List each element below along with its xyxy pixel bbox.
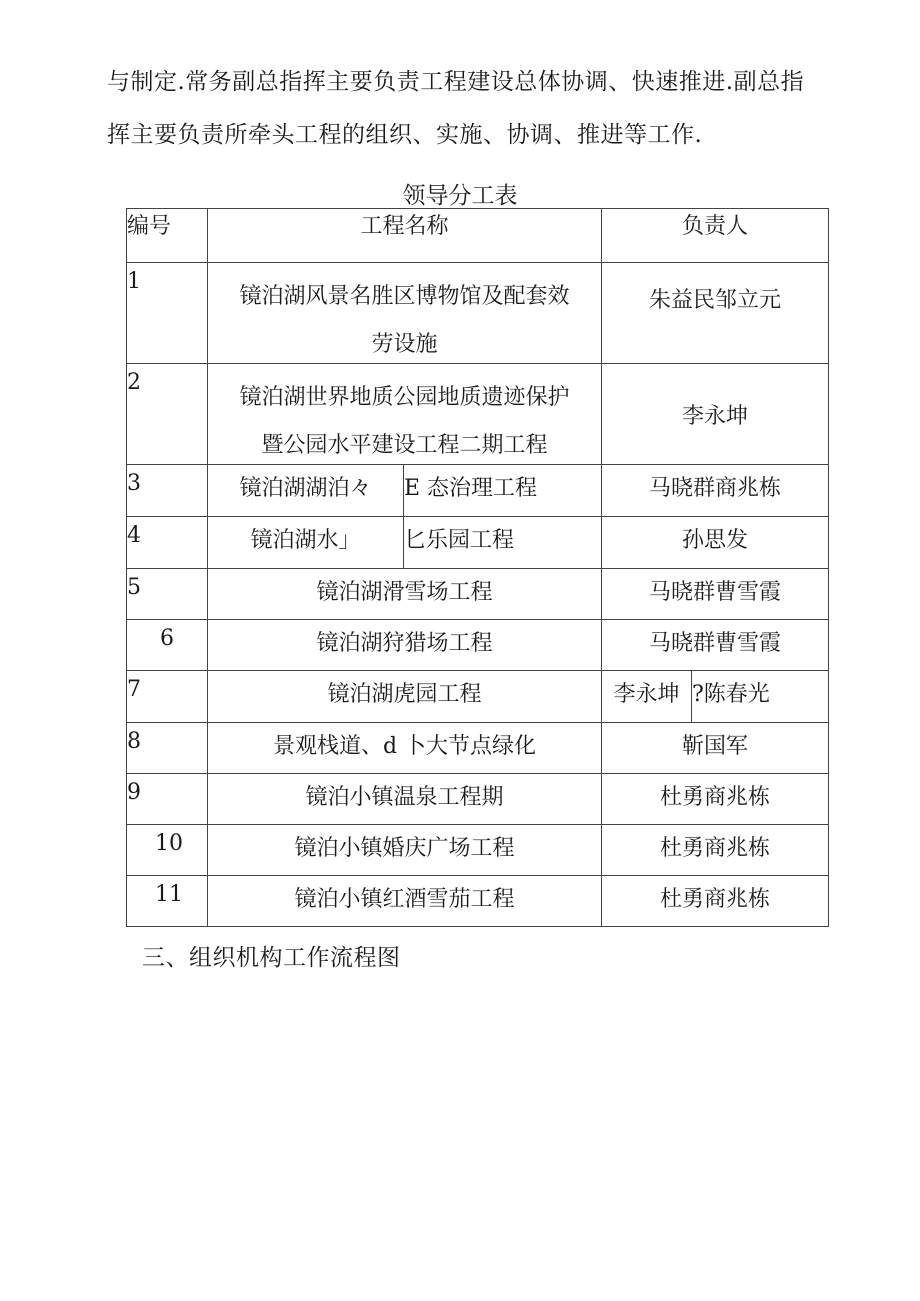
row-project-name <box>208 364 602 465</box>
table-row <box>127 825 829 876</box>
table-row <box>127 723 829 774</box>
table-row <box>127 517 829 569</box>
row-number: 5 <box>127 569 208 620</box>
table-row <box>127 876 829 927</box>
row-number: 6 <box>127 620 208 671</box>
table-caption: 领导分工表 <box>402 183 518 209</box>
owner-part-left: 李永坤 <box>602 671 692 722</box>
section-heading: 三、组织机构工作流程图 <box>142 945 401 971</box>
table-row <box>127 569 829 620</box>
paragraph-line-1: 与制定.常务副总指挥主要负责工程建设总体协调、快速推进.副总指 <box>107 69 805 95</box>
row-owner: 马晓群曹雪霞 <box>602 569 829 620</box>
row-project-name: 镜泊湖狩猎场工程 <box>208 620 602 671</box>
row-project-name: 镜泊小镇红酒雪茄工程 <box>208 876 602 927</box>
project-name-line: 暨公园水平建设工程二期工程 <box>261 433 548 458</box>
project-name-part-right: E 态治理工程 <box>404 476 538 501</box>
table-row <box>127 364 829 465</box>
row-number: 8 <box>127 723 208 774</box>
row-project-name: 镜泊小镇温泉工程期 <box>208 774 602 825</box>
row-number: 10 <box>127 825 208 876</box>
table-row <box>127 620 829 671</box>
row-project-name <box>208 263 602 364</box>
project-name-line: 镜泊湖风景名胜区博物馆及配套效 <box>239 284 570 309</box>
row-number: 3 <box>127 465 208 517</box>
row-owner: 杜勇商兆栋 <box>602 825 829 876</box>
project-name-part-right: 匕乐园工程 <box>404 528 515 553</box>
project-name-part-left: 镜泊湖水」 <box>208 517 404 568</box>
row-owner: 李永坤 <box>602 364 829 465</box>
row-number: 7 <box>127 671 208 723</box>
row-owner: 马晓群曹雪霞 <box>602 620 829 671</box>
row-number: 1 <box>127 263 208 364</box>
paragraph-line-2: 挥主要负责所牵头工程的组织、实施、协调、推进等工作. <box>107 122 703 148</box>
row-project-name <box>208 517 602 569</box>
table-header-row <box>127 209 829 263</box>
header-project-name: 工程名称 <box>208 209 602 263</box>
project-name-line: 劳设施 <box>371 332 438 357</box>
row-number: 4 <box>127 517 208 569</box>
row-owner: 孙思发 <box>602 517 829 569</box>
row-owner: 杜勇商兆栋 <box>602 774 829 825</box>
table-row <box>127 465 829 517</box>
row-project-name: 镜泊湖滑雪场工程 <box>208 569 602 620</box>
row-owner: 朱益民邹立元 <box>602 263 829 364</box>
table-row <box>127 774 829 825</box>
row-project-name <box>208 465 602 517</box>
row-owner: 马晓群商兆栋 <box>602 465 829 517</box>
row-project-name: 景观栈道、d 卜大节点绿化 <box>208 723 602 774</box>
row-project-name: 镜泊小镇婚庆广场工程 <box>208 825 602 876</box>
header-owner: 负责人 <box>602 209 829 263</box>
row-number: 11 <box>127 876 208 927</box>
row-project-name: 镜泊湖虎园工程 <box>208 671 602 723</box>
row-number: 2 <box>127 364 208 465</box>
owner-part-right: ?陈春光 <box>692 682 770 707</box>
table-row <box>127 263 829 364</box>
header-number: 编号 <box>127 209 208 263</box>
row-owner <box>602 671 829 723</box>
table-row <box>127 671 829 723</box>
leadership-table <box>126 208 829 927</box>
project-name-part-left: 镜泊湖湖泊々 <box>208 465 404 516</box>
project-name-line: 镜泊湖世界地质公园地质遗迹保护 <box>239 385 570 410</box>
row-owner: 靳国军 <box>602 723 829 774</box>
row-number: 9 <box>127 774 208 825</box>
row-owner: 杜勇商兆栋 <box>602 876 829 927</box>
